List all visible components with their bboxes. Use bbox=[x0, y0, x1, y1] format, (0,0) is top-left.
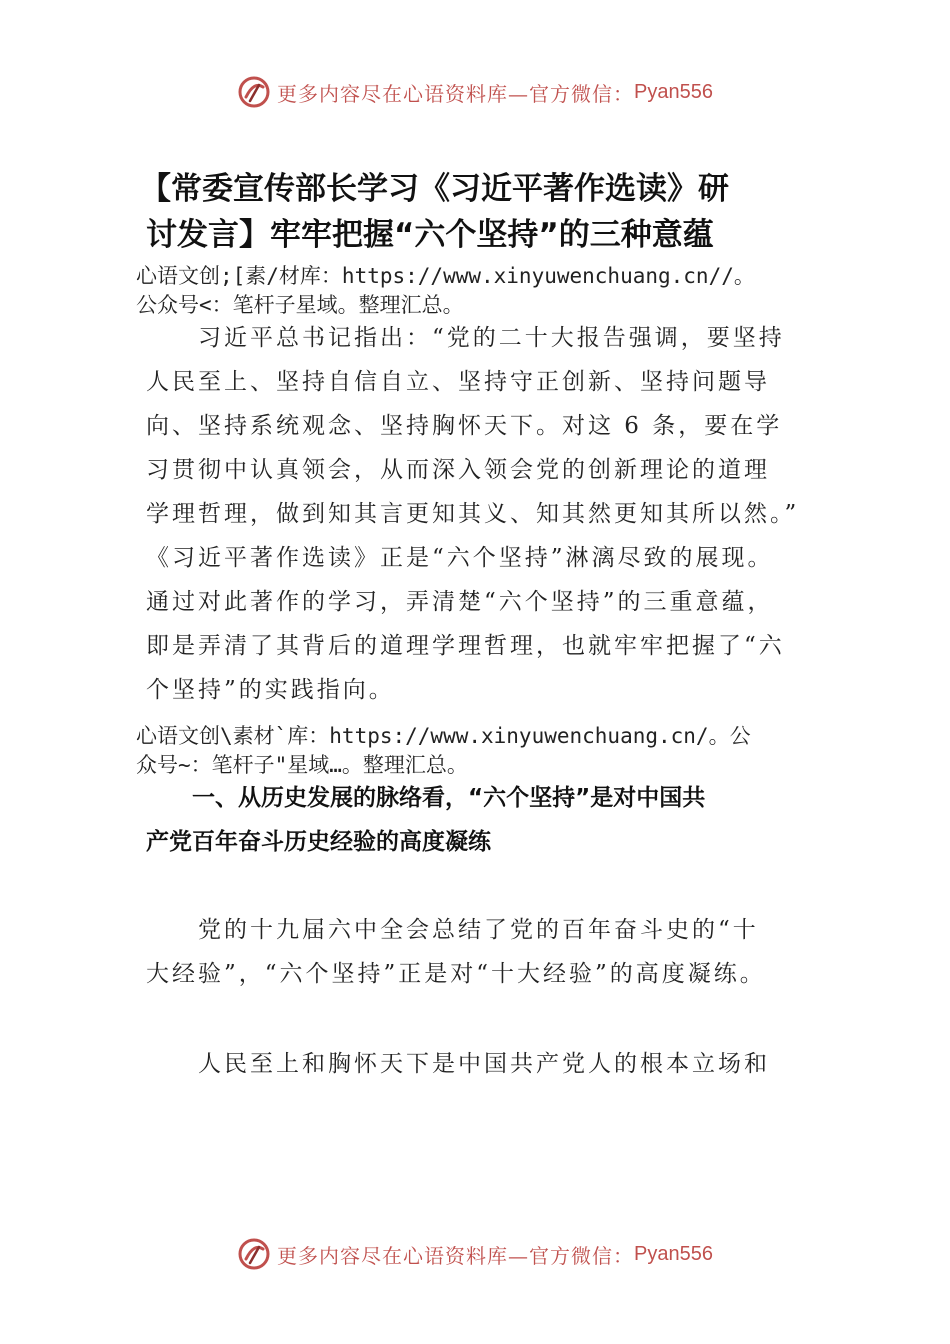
paragraph-2-line: 大经验”，“六个坚持”正是对“十大经验”的高度凝练。 bbox=[146, 961, 766, 987]
logo-icon bbox=[237, 1237, 271, 1271]
header-banner bbox=[0, 70, 950, 114]
source-note-2 bbox=[136, 722, 856, 780]
paragraph-1-line: 向、坚持系统观念、坚持胸怀天下。对这 6 条，要在学 bbox=[146, 413, 783, 439]
paragraph-3-line: 人民至上和胸怀天下是中国共产党人的根本立场和 bbox=[146, 1051, 770, 1077]
wechat-id: Pyan556 bbox=[634, 1242, 713, 1265]
banner-text: 更多内容尽在心语资料库—官方微信： bbox=[277, 81, 635, 106]
paragraph-3 bbox=[146, 1042, 826, 1086]
section-1-heading bbox=[146, 776, 826, 864]
paragraph-1-line: 习贯彻中认真领会，从而深入领会党的创新理论的道理 bbox=[146, 457, 770, 483]
source-note-1 bbox=[136, 262, 856, 320]
source-note-2-line-2: 众号~：笔杆子"星域…。整理汇总。 bbox=[136, 753, 468, 777]
title-line-2: 讨发言】牢牢把握“六个坚持”的三种意蕴 bbox=[146, 217, 714, 253]
wechat-id: Pyan556 bbox=[634, 80, 713, 103]
paragraph-1-line: 人民至上、坚持自信自立、坚持守正创新、坚持问题导 bbox=[146, 369, 770, 395]
paragraph-2-line: 党的十九届六中全会总结了党的百年奋斗史的“十 bbox=[146, 917, 759, 943]
paragraph-2 bbox=[146, 908, 826, 996]
title-line-1: 【常委宣传部长学习《习近平著作选读》研 bbox=[140, 171, 729, 207]
paragraph-1-line: 《习近平著作选读》正是“六个坚持”淋漓尽致的展现。 bbox=[146, 545, 774, 571]
logo-icon bbox=[237, 75, 271, 109]
paragraph-1-line: 个坚持”的实践指向。 bbox=[146, 677, 395, 703]
document-title bbox=[140, 166, 820, 258]
paragraph-1-line: 即是弄清了其背后的道理学理哲理，也就牢牢把握了“六 bbox=[146, 633, 785, 659]
paragraph-1 bbox=[146, 316, 826, 712]
paragraph-1-line: 通过对此著作的学习，弄清楚“六个坚持”的三重意蕴， bbox=[146, 589, 774, 615]
source-note-1-line-2: 公众号<：笔杆子星域。整理汇总。 bbox=[136, 293, 464, 317]
source-note-1-line-1: 心语文创;[素/材库：https://www.xinyuwenchuang.cn//。 bbox=[136, 264, 755, 288]
banner-text: 更多内容尽在心语资料库—官方微信： bbox=[277, 1243, 635, 1268]
footer-banner bbox=[0, 1232, 950, 1276]
paragraph-1-line: 学理哲理，做到知其言更知其义、知其然更知其所以然。” bbox=[146, 501, 800, 527]
paragraph-1-line: 习近平总书记指出：“党的二十大报告强调，要坚持 bbox=[146, 325, 785, 351]
source-note-2-line-1: 心语文创\素材`库：https://www.xinyuwenchuang.cn/。公 bbox=[136, 724, 751, 748]
section-1-heading-line-2: 产党百年奋斗历史经验的高度凝练 bbox=[146, 829, 491, 855]
section-1-heading-line-1: 一、从历史发展的脉络看，“六个坚持”是对中国共 bbox=[146, 785, 706, 811]
